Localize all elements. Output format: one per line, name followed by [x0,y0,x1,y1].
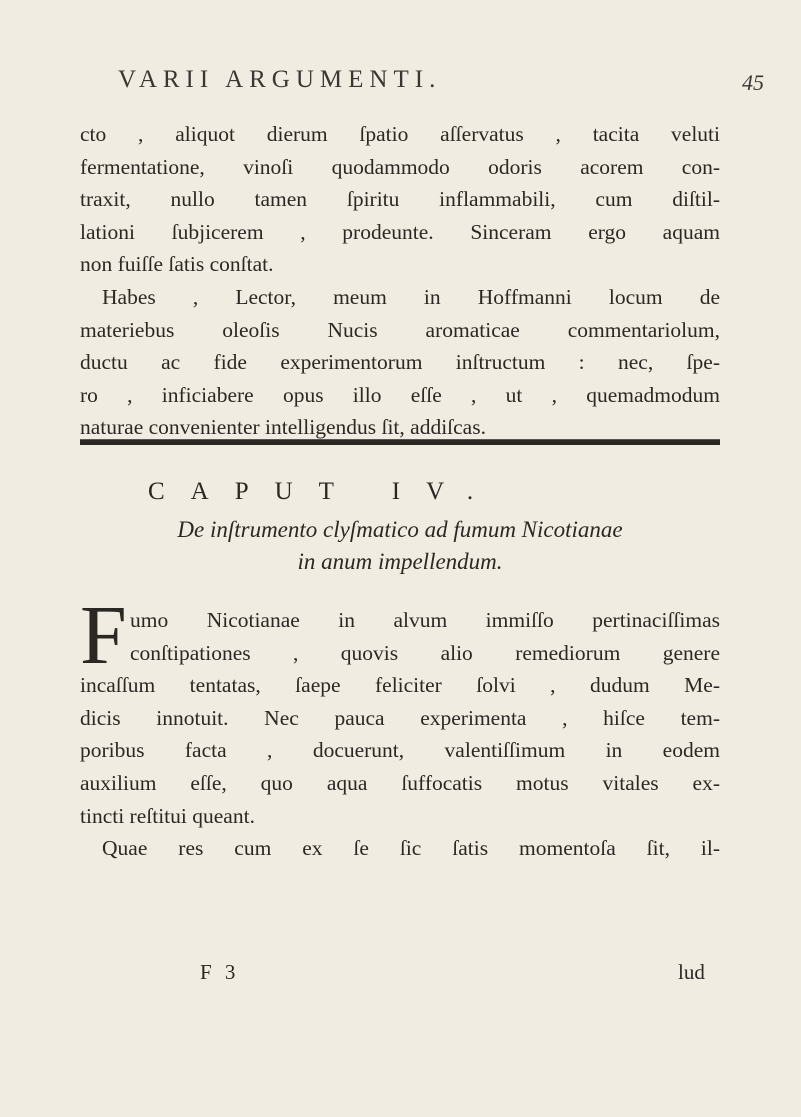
text-line: umo Nicotianae in alvum immiſſo pertinaciſſimas [130,608,720,632]
text-line: naturae convenienter intelligendus ſit, addiſcas. [80,415,486,440]
text-line: ro , inficiabere opus illo eſſe , ut , quemadmodum [80,382,720,407]
running-title: VARII ARGUMENTI. [118,66,442,93]
drop-cap: F [80,589,127,682]
top-paragraphs [80,118,720,444]
body-paragraph [80,604,720,865]
chapter-heading: CAPUT IV. [148,478,500,505]
text-line: Habes , Lector, meum in Hoffmanni locum de [102,284,720,309]
text-line: poribus facta , docuerunt, valentiſſimum in eodem [80,738,720,763]
signature-mark: F 3 [200,960,240,984]
chapter-subtitle-line: in anum impellendum. [297,549,503,574]
page-number: 45 [742,70,764,95]
text-line: incaſſum tentatas, ſaepe feliciter ſolvi , dudum Me- [80,673,720,698]
section-divider-rule [80,439,720,445]
text-line: non fuiſſe ſatis conſtat. [80,252,274,277]
chapter-subtitle-line: De inſtrumento clyſmatico ad fumum Nicotianae [177,517,623,542]
text-line: lationi ſubjicerem , prodeunte. Sinceram ergo aquam [80,219,720,244]
text-line: ductu ac fide experimentorum inſtructum : nec, ſpe- [80,350,720,375]
text-line: fermentatione, vinoſi quodammodo odoris acorem con- [80,154,720,179]
text-line: cto , aliquot dierum ſpatio aſſervatus , tacita veluti [80,122,720,146]
catchword: lud [678,960,705,984]
text-line: conſtipationes , quovis alio remediorum genere [130,640,720,665]
text-line: materiebus oleoſis Nucis aromaticae commentariolum, [80,317,720,342]
text-line: tincti reſtitui queant. [80,803,255,828]
text-line: traxit, nullo tamen ſpiritu inflammabili, cum diſtil- [80,187,720,212]
text-line: dicis innotuit. Nec pauca experimenta , hiſce tem- [80,705,720,730]
text-line: auxilium eſſe, quo aqua ſuffocatis motus vitales ex- [80,770,720,795]
text-line: Quae res cum ex ſe ſic ſatis momentoſa ſit, il- [102,836,720,861]
